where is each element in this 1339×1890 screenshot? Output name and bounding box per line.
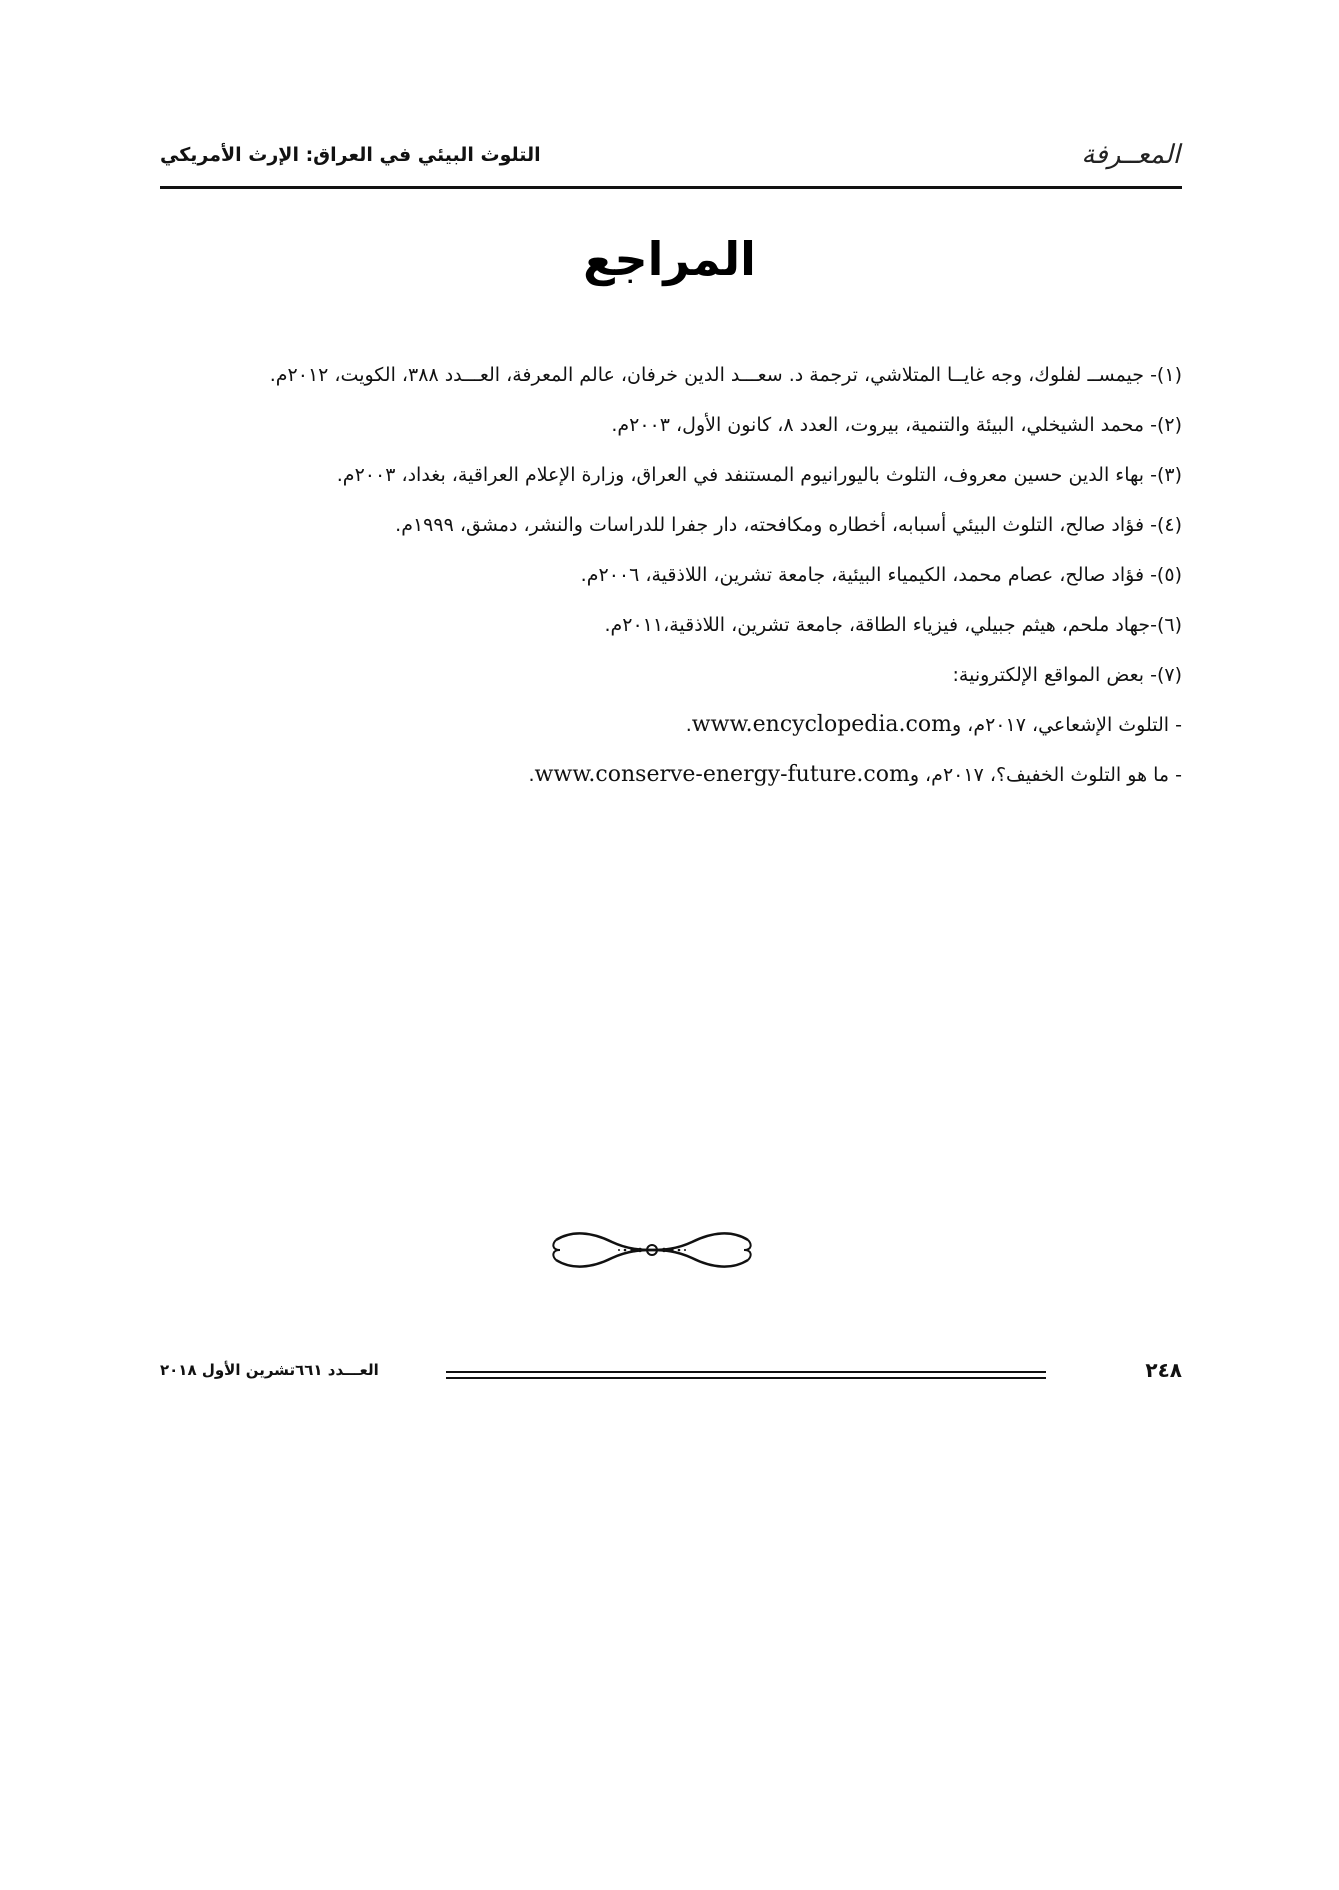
web-reference-text: - ما هو التلوث الخفيف؟، ٢٠١٧م، و <box>909 764 1182 786</box>
issue-info: العـــدد ٦٦١تشرين الأول ٢٠١٨ <box>160 1361 379 1379</box>
reference-item: (٧)- بعض المواقع الإلكترونية: <box>952 664 1182 686</box>
reference-item: (٥)- فؤاد صالح، عصام محمد، الكيمياء البيئية، جامعة تشرين، اللاذقية، ٢٠٠٦م. <box>580 564 1182 586</box>
references-list <box>160 350 1182 800</box>
reference-item: (١)- جيمســ لفلوك، وجه غايــا المتلاشي، ترجمة د. سعـــد الدين خرفان، عالم المعرفة، العـــدد ٣٨٨، الكويت، ٢٠١٢م. <box>269 364 1182 386</box>
page-header <box>160 136 1180 188</box>
web-reference-suffix: . <box>528 764 535 786</box>
header-divider <box>160 186 1182 189</box>
web-reference-item <box>160 700 1182 750</box>
web-reference-item <box>160 750 1182 800</box>
page-title: المراجع <box>583 232 756 286</box>
page-footer <box>160 1358 1182 1388</box>
reference-item: (٢)- محمد الشيخلي، البيئة والتنمية، بيروت، العدد ٨، كانون الأول، ٢٠٠٣م. <box>611 414 1182 436</box>
web-reference-suffix: . <box>685 714 692 736</box>
journal-logo: المعــرفة <box>1081 140 1180 170</box>
reference-item: (٣)- بهاء الدين حسين معروف، التلوث باليورانيوم المستنفد في العراق، وزارة الإعلام العراقية، بغداد، ٢٠٠٣م. <box>336 464 1182 486</box>
reference-item: (٦)-جهاد ملحم، هيثم جبيلي، فيزياء الطاقة، جامعة تشرين، اللاذقية،٢٠١١م. <box>604 614 1182 636</box>
reference-item: (٤)- فؤاد صالح، التلوث البيئي أسبابه، أخطاره ومكافحته، دار جفرا للدراسات والنشر، دمشق، ١٩٩٩م. <box>395 514 1182 536</box>
end-ornament-icon <box>552 1228 752 1272</box>
web-reference-url[interactable]: www.encyclopedia.com <box>691 712 952 737</box>
web-reference-text: - التلوث الإشعاعي، ٢٠١٧م، و <box>951 714 1182 736</box>
running-title: التلوث البيئي في العراق: الإرث الأمريكي <box>160 144 541 166</box>
page-number: ٢٤٨ <box>1145 1358 1182 1382</box>
web-reference-url[interactable]: www.conserve-energy-future.com <box>534 762 910 787</box>
footer-divider <box>446 1371 1046 1379</box>
